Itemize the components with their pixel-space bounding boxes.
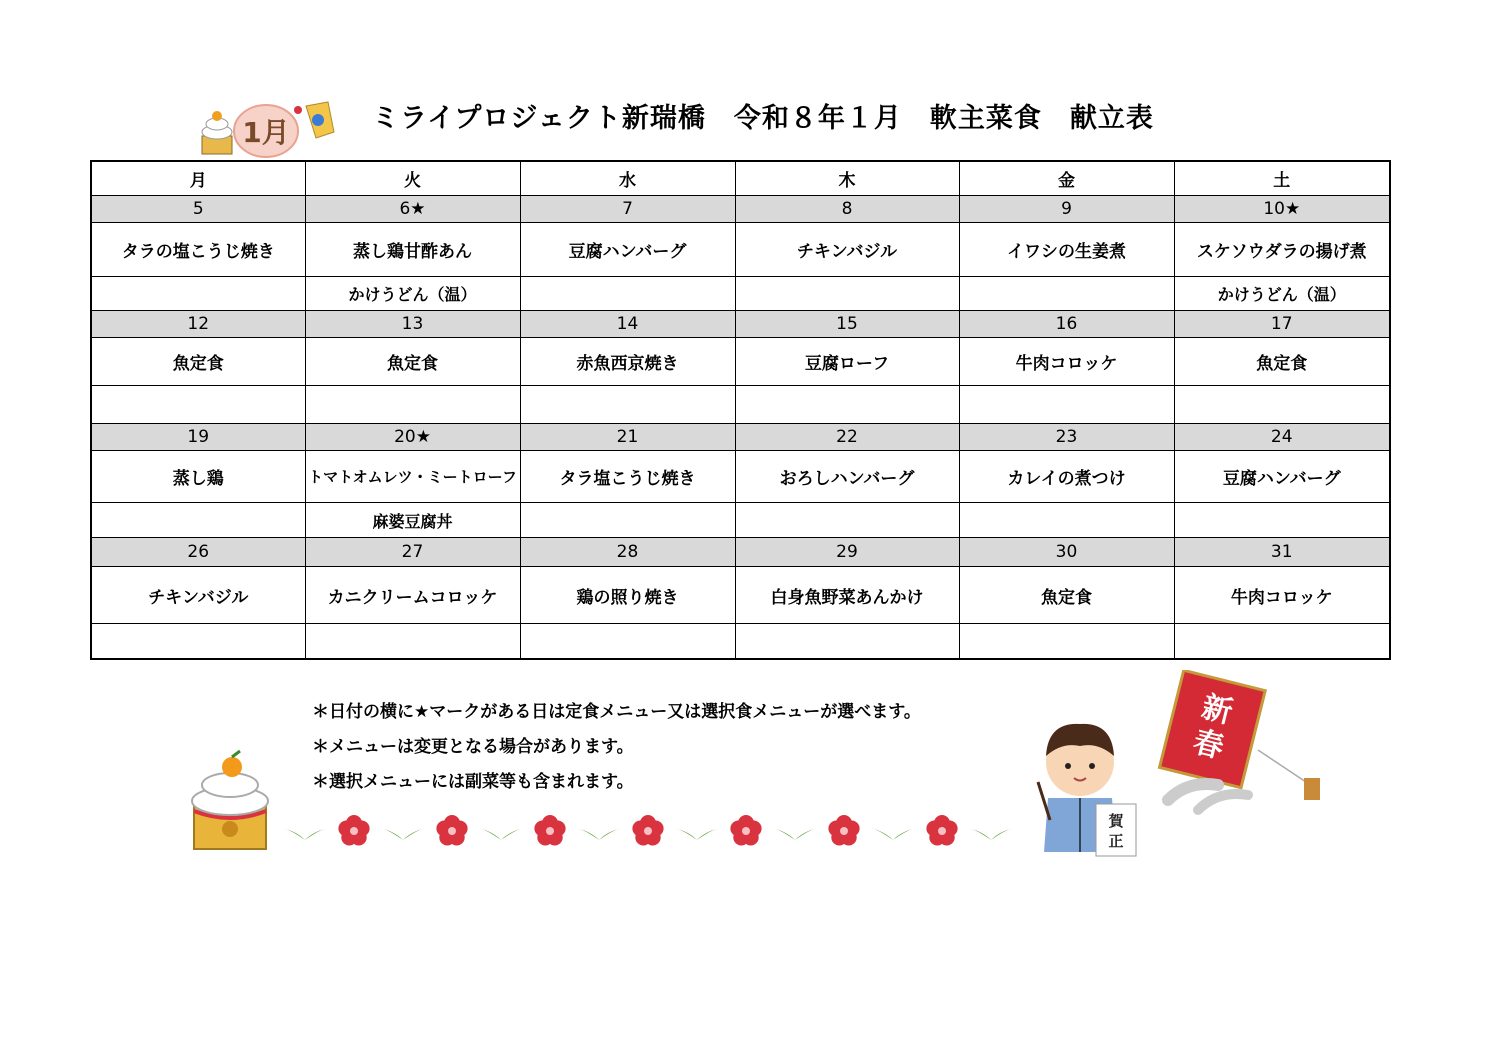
main-dish-row bbox=[91, 451, 1390, 503]
kagami-mochi-illustration bbox=[188, 745, 278, 855]
bamboo-leaf-icon bbox=[675, 820, 719, 840]
plum-flower-icon bbox=[338, 815, 369, 845]
main-dish-row bbox=[91, 567, 1390, 624]
main-dish-cell: 牛肉コロッケ bbox=[1174, 567, 1390, 624]
alternate-dish-cell bbox=[91, 624, 305, 659]
note-line: ＊日付の横に★マークがある日は定食メニュー又は選択食メニューが選べます。 bbox=[312, 702, 921, 722]
note-line: ＊選択メニューには副菜等も含まれます。 bbox=[312, 772, 634, 792]
main-dish-cell: 豆腐ローフ bbox=[735, 338, 959, 386]
date-cell: 8 bbox=[735, 196, 959, 223]
boy-with-kite-illustration bbox=[1018, 670, 1338, 860]
alternate-dish-cell bbox=[1174, 503, 1390, 538]
date-cell: 16 bbox=[959, 311, 1174, 338]
date-cell: 29 bbox=[735, 538, 959, 567]
alternate-dish-cell bbox=[520, 624, 735, 659]
date-cell: 9 bbox=[959, 196, 1174, 223]
date-cell: 13 bbox=[305, 311, 520, 338]
main-dish-cell: 魚定食 bbox=[1174, 338, 1390, 386]
bamboo-leaf-icon bbox=[969, 820, 1013, 840]
date-cell: 21 bbox=[520, 424, 735, 451]
alternate-dish-cell: かけうどん（温） bbox=[1174, 277, 1390, 311]
date-cell: 31 bbox=[1174, 538, 1390, 567]
weekday-header-row bbox=[91, 161, 1390, 196]
weekday-header: 火 bbox=[305, 161, 520, 196]
alternate-dish-cell bbox=[91, 503, 305, 538]
kite-char: 春 bbox=[1189, 724, 1228, 766]
date-cell: 24 bbox=[1174, 424, 1390, 451]
date-row bbox=[91, 424, 1390, 451]
alternate-dish-cell bbox=[959, 277, 1174, 311]
date-row bbox=[91, 311, 1390, 338]
kite-char: 新 bbox=[1198, 689, 1236, 731]
alternate-dish-cell bbox=[735, 386, 959, 424]
bamboo-leaf-icon bbox=[283, 820, 327, 840]
plum-flower-icon bbox=[926, 815, 957, 845]
notes-block bbox=[312, 695, 921, 800]
weekday-header: 水 bbox=[520, 161, 735, 196]
alternate-dish-cell bbox=[1174, 624, 1390, 659]
main-dish-cell: 魚定食 bbox=[305, 338, 520, 386]
weekday-header: 月 bbox=[91, 161, 305, 196]
date-cell: 14 bbox=[520, 311, 735, 338]
main-dish-cell: 魚定食 bbox=[959, 567, 1174, 624]
page-title: ミライプロジェクト新瑞橋 令和８年１月 軟主菜食 献立表 bbox=[372, 103, 1154, 134]
alternate-dish-row bbox=[91, 624, 1390, 659]
date-cell: 30 bbox=[959, 538, 1174, 567]
date-cell: 15 bbox=[735, 311, 959, 338]
date-row bbox=[91, 196, 1390, 223]
main-dish-cell: 魚定食 bbox=[91, 338, 305, 386]
weekday-header: 木 bbox=[735, 161, 959, 196]
date-cell: 23 bbox=[959, 424, 1174, 451]
date-cell: 17 bbox=[1174, 311, 1390, 338]
sign-char: 賀 bbox=[1108, 812, 1124, 830]
date-cell: 10★ bbox=[1174, 196, 1390, 223]
alternate-dish-cell bbox=[520, 386, 735, 424]
main-dish-cell: スケソウダラの揚げ煮 bbox=[1174, 223, 1390, 277]
date-cell: 20★ bbox=[305, 424, 520, 451]
alternate-dish-row bbox=[91, 386, 1390, 424]
main-dish-cell: おろしハンバーグ bbox=[735, 451, 959, 503]
weekday-header: 土 bbox=[1174, 161, 1390, 196]
plum-flower-icon bbox=[730, 815, 761, 845]
main-dish-cell: 赤魚西京焼き bbox=[520, 338, 735, 386]
plum-flower-icon bbox=[632, 815, 663, 845]
main-dish-cell: 蒸し鶏甘酢あん bbox=[305, 223, 520, 277]
main-dish-row bbox=[91, 223, 1390, 277]
alternate-dish-cell bbox=[91, 386, 305, 424]
alternate-dish-row bbox=[91, 277, 1390, 311]
main-dish-cell: カレイの煮つけ bbox=[959, 451, 1174, 503]
main-dish-cell: 豆腐ハンバーグ bbox=[1174, 451, 1390, 503]
bamboo-leaf-icon bbox=[773, 820, 817, 840]
date-cell: 28 bbox=[520, 538, 735, 567]
main-dish-cell: タラ塩こうじ焼き bbox=[520, 451, 735, 503]
date-cell: 26 bbox=[91, 538, 305, 567]
alternate-dish-cell bbox=[305, 624, 520, 659]
alternate-dish-cell bbox=[520, 277, 735, 311]
date-cell: 27 bbox=[305, 538, 520, 567]
alternate-dish-cell: かけうどん（温） bbox=[305, 277, 520, 311]
alternate-dish-cell bbox=[959, 503, 1174, 538]
plum-bamboo-border bbox=[280, 810, 1020, 852]
main-dish-row bbox=[91, 338, 1390, 386]
main-dish-cell: トマトオムレツ・ミートローフ bbox=[305, 451, 520, 503]
date-cell: 12 bbox=[91, 311, 305, 338]
alternate-dish-cell bbox=[735, 277, 959, 311]
sign-char: 正 bbox=[1108, 832, 1124, 850]
date-cell: 5 bbox=[91, 196, 305, 223]
main-dish-cell: チキンバジル bbox=[91, 567, 305, 624]
bamboo-leaf-icon bbox=[577, 820, 621, 840]
date-cell: 19 bbox=[91, 424, 305, 451]
alternate-dish-cell bbox=[735, 503, 959, 538]
alternate-dish-row bbox=[91, 503, 1390, 538]
bamboo-leaf-icon bbox=[381, 820, 425, 840]
bamboo-leaf-icon bbox=[871, 820, 915, 840]
month-badge-illustration bbox=[198, 98, 338, 160]
main-dish-cell: 鶏の照り焼き bbox=[520, 567, 735, 624]
main-dish-cell: カニクリームコロッケ bbox=[305, 567, 520, 624]
alternate-dish-cell bbox=[735, 624, 959, 659]
main-dish-cell: チキンバジル bbox=[735, 223, 959, 277]
month-badge-text: 1月 bbox=[242, 116, 290, 149]
main-dish-cell: イワシの生姜煮 bbox=[959, 223, 1174, 277]
plum-flower-icon bbox=[828, 815, 859, 845]
plum-flower-icon bbox=[534, 815, 565, 845]
date-cell: 7 bbox=[520, 196, 735, 223]
plum-flower-icon bbox=[436, 815, 467, 845]
alternate-dish-cell bbox=[91, 277, 305, 311]
main-dish-cell: 蒸し鶏 bbox=[91, 451, 305, 503]
alternate-dish-cell bbox=[959, 624, 1174, 659]
alternate-dish-cell bbox=[1174, 386, 1390, 424]
alternate-dish-cell: 麻婆豆腐丼 bbox=[305, 503, 520, 538]
note-line: ＊メニューは変更となる場合があります。 bbox=[312, 737, 634, 757]
main-dish-cell: 白身魚野菜あんかけ bbox=[735, 567, 959, 624]
main-dish-cell: タラの塩こうじ焼き bbox=[91, 223, 305, 277]
bamboo-leaf-icon bbox=[479, 820, 523, 840]
weekday-header: 金 bbox=[959, 161, 1174, 196]
menu-table bbox=[90, 160, 1391, 660]
alternate-dish-cell bbox=[520, 503, 735, 538]
alternate-dish-cell bbox=[959, 386, 1174, 424]
main-dish-cell: 牛肉コロッケ bbox=[959, 338, 1174, 386]
date-cell: 22 bbox=[735, 424, 959, 451]
alternate-dish-cell bbox=[305, 386, 520, 424]
date-cell: 6★ bbox=[305, 196, 520, 223]
date-row bbox=[91, 538, 1390, 567]
main-dish-cell: 豆腐ハンバーグ bbox=[520, 223, 735, 277]
